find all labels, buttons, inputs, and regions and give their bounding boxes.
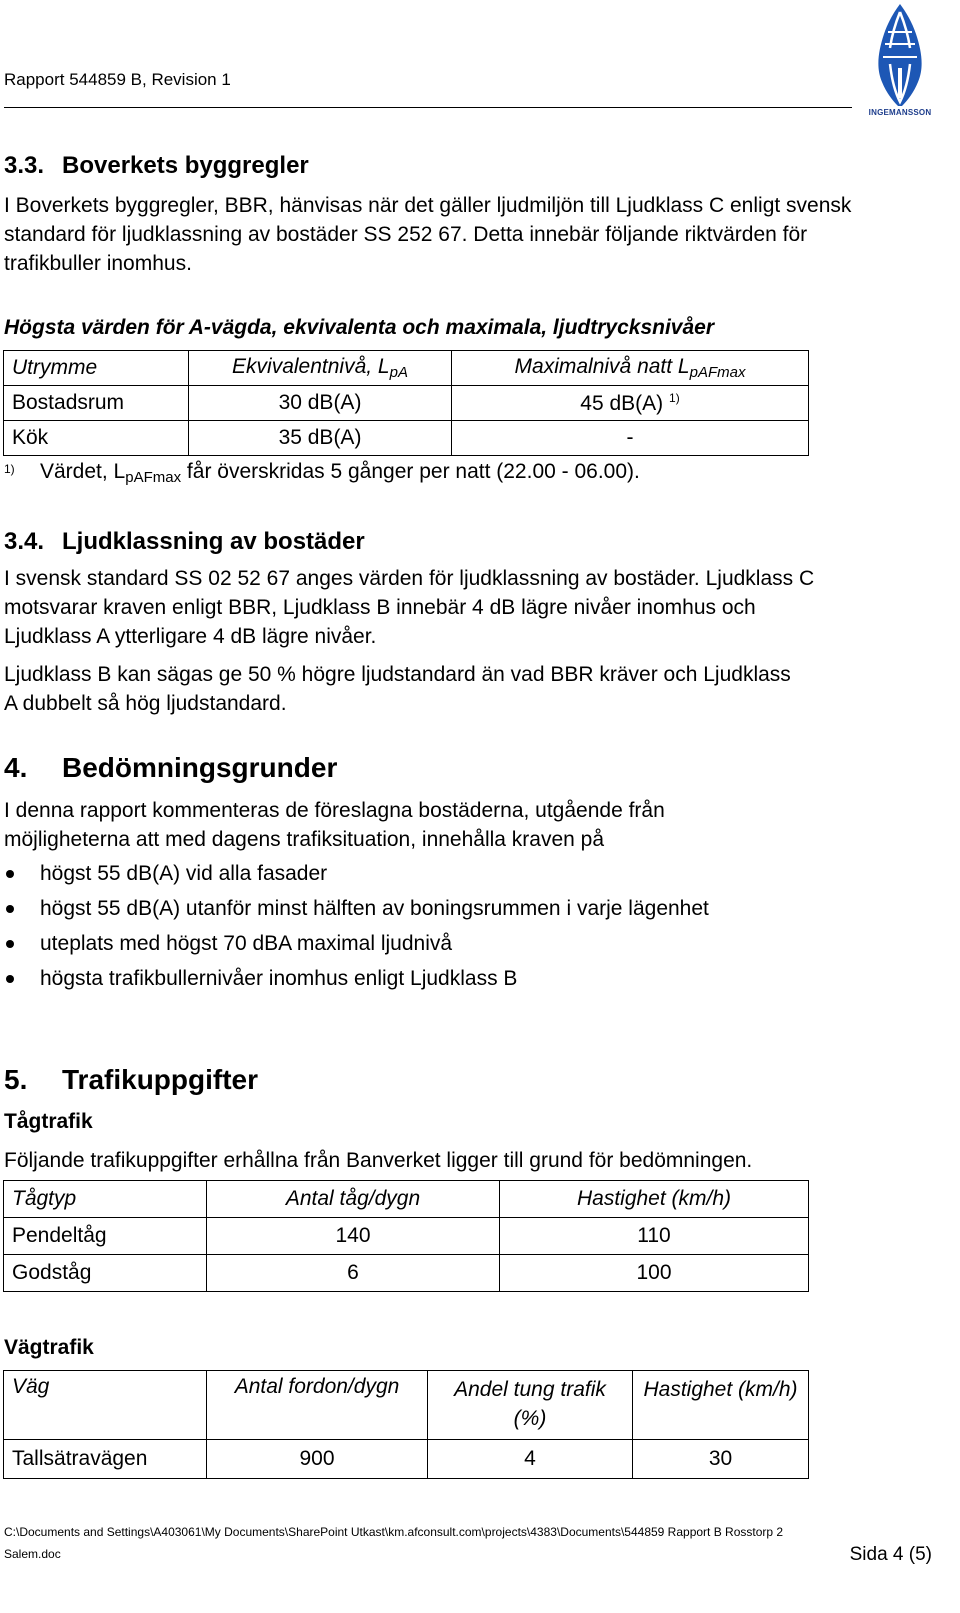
header-cell: Hastighet (km/h) [633,1371,809,1440]
bullet-icon [6,975,14,983]
train-traffic-heading: Tågtrafik [4,1110,93,1133]
table-header-row [4,1371,809,1440]
table-header-row [4,1181,809,1218]
table-cell: Bostadsrum [4,386,189,421]
header-cell: Andel tung trafik (%) [428,1371,633,1440]
noise-table-caption: Högsta värden för A-vägda, ekvivalenta och maximala, ljudtrycksnivåer [4,316,715,339]
train-traffic-table [3,1180,809,1292]
footnote-mark: 1) [4,462,15,476]
header-cell: Hastighet (km/h) [500,1181,809,1218]
header-cell: Maximalnivå natt $L_{pAFmax}$ [452,351,809,386]
table-row [4,386,809,421]
section-number: 5. [4,1064,28,1095]
table-cell: 45 dB(A) $^{1)}$ [452,386,809,421]
section-title: Trafikuppgifter [62,1064,259,1095]
document-file-path: C:\Documents and Settings\A403061\My Documents\SharePoint Utkast\km.afconsult.com\projects\4383\Documents\544859 Rapport B Rosstorp 2 Salem.doc [4,1525,784,1561]
footnote-ref: 1) [669,390,680,405]
header-cell: Antal tåg/dygn [207,1181,500,1218]
company-logo [868,2,932,122]
logo-wordmark: INGEMANSSON [868,108,932,117]
section-number: 4. [4,752,28,783]
section-number: 3.4. [4,528,45,555]
road-traffic-heading: Vägtrafik [4,1336,94,1359]
section-3-4-heading [4,528,904,556]
page-number: Sida 4 (5) [849,1544,932,1565]
table-cell: 6 [207,1255,500,1292]
bullet-icon [6,870,14,878]
train-traffic-intro: Följande trafikuppgifter erhållna från Banverket ligger till grund för bedömningen. [4,1149,753,1172]
section-5-heading [4,1064,904,1096]
list-item: högst 55 dB(A) utanför minst hälften av boningsrummen i varje lägenhet [4,891,904,926]
table-header-row [4,351,809,386]
table-cell: Tallsätravägen [4,1440,207,1479]
table-cell: 110 [500,1218,809,1255]
table-cell: 140 [207,1218,500,1255]
noise-limits-table [3,350,809,456]
table-cell: 4 [428,1440,633,1479]
report-label: Rapport 544859 B, Revision 1 [4,70,231,89]
table-cell: 100 [500,1255,809,1292]
section-3-3-heading [4,152,904,180]
section-number: 3.3. [4,152,45,179]
road-traffic-table [3,1370,809,1479]
section-title: Ljudklassning av bostäder [62,528,365,555]
bullet-icon [6,905,14,913]
section-3-4-paragraph: I svensk standard SS 02 52 67 anges värden för ljudklassning av bostäder. Ljudklass C motsvarar kraven enligt BBR, Ljudklass B innebär 4 dB lägre nivåer inomhus och Ljudklass A ytterligare 4 dB lägre nivåer. [4,567,815,648]
table-cell: 30 [633,1440,809,1479]
section-title: Boverkets byggregler [62,152,309,179]
header-cell: Ekvivalentnivå, $L_{pA}$ [189,351,452,386]
requirements-list [4,856,904,996]
table-row [4,1440,809,1479]
list-item: uteplats med högst 70 dBA maximal ljudnivå [4,926,904,961]
table-cell: - [452,421,809,456]
table-cell: Godståg [4,1255,207,1292]
shell-logo-icon [868,2,932,108]
header-cell: Utrymme [4,351,189,386]
table-row [4,1218,809,1255]
table-cell: 35 dB(A) [189,421,452,456]
section-4-heading [4,752,904,784]
list-item: högst 55 dB(A) vid alla fasader [4,856,904,891]
header-cell: Antal fordon/dygn [207,1371,428,1440]
section-3-3-body: I Boverkets byggregler, BBR, hänvisas när det gäller ljudmiljön till Ljudklass C enligt svensk standard för ljudklassning av bostäder SS 252 67. Detta innebär följande riktvärden för trafikbuller inomhus. [4,194,852,275]
bullet-icon [6,940,14,948]
header-cell: Väg [4,1371,207,1440]
list-item: högsta trafikbullernivåer inomhus enligt Ljudklass B [4,961,904,996]
table-row [4,1255,809,1292]
table-row [4,421,809,456]
table-cell: 30 dB(A) [189,386,452,421]
table-cell: Pendeltåg [4,1218,207,1255]
section-3-4-paragraph: Ljudklass B kan sägas ge 50 % högre ljudstandard än vad BBR kräver och Ljudklass A dubbelt så hög ljudstandard. [4,663,791,715]
section-title: Bedömningsgrunder [62,752,338,783]
section-4-intro: I denna rapport kommenteras de föreslagna bostäderna, utgående från möjligheterna att med dagens trafiksituation, innehålla kraven på [4,799,665,851]
table-cell: 900 [207,1440,428,1479]
header-divider [4,107,852,108]
table-cell: Kök [4,421,189,456]
header-cell: Tågtyp [4,1181,207,1218]
